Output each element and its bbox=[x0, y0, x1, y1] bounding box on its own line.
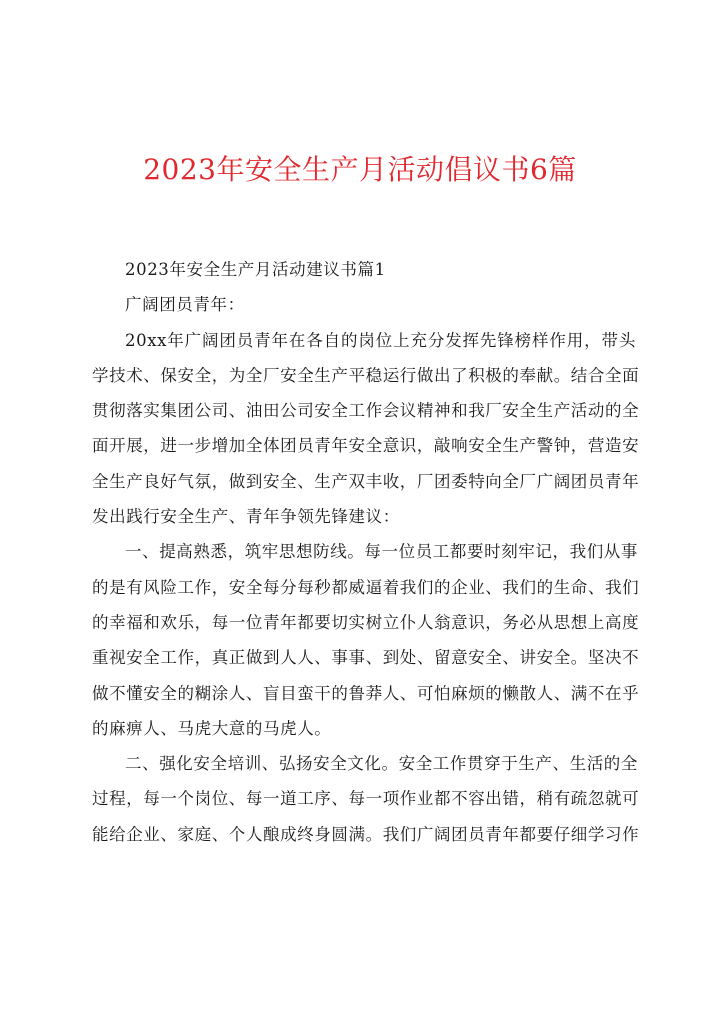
paragraph-line: 一、提高熟悉，筑牢思想防线。每一位员工都要时刻牢记，我们从事 bbox=[125, 542, 638, 562]
paragraph-line: 的麻痹人、马虎大意的马虎人。 bbox=[92, 718, 332, 738]
salutation: 广阔团员青年： bbox=[125, 295, 245, 315]
paragraph-line: 全生产良好气氛，做到安全、生产双丰收，厂团委特向全厂广阔团员青年 bbox=[92, 471, 640, 491]
document-body bbox=[92, 252, 640, 852]
paragraph-line: 面开展，进一步增加全体团员青年安全意识，敲响安全生产警钟，营造安 bbox=[92, 436, 640, 456]
paragraph-2 bbox=[92, 534, 640, 746]
paragraph-line: 做不懂安全的糊涂人、盲目蛮干的鲁莽人、可怕麻烦的懒散人、满不在乎 bbox=[92, 683, 640, 703]
paragraph-line: 能给企业、家庭、个人酿成终身圆满。我们广阔团员青年都要仔细学习作 bbox=[92, 824, 640, 844]
paragraph-line: 二、强化安全培训、弘扬安全文化。安全工作贯穿于生产、生活的全 bbox=[125, 754, 638, 774]
paragraph-1 bbox=[92, 323, 640, 535]
paragraph-line: 20xx年广阔团员青年在各自的岗位上充分发挥先锋榜样作用，带头 bbox=[125, 330, 636, 350]
paragraph-line: 过程，每一个岗位、每一道工序、每一项作业都不容出错，稍有疏忽就可 bbox=[92, 789, 640, 809]
paragraph-line: 的是有风险工作，安全每分每秒都威逼着我们的企业、我们的生命、我们 bbox=[92, 577, 640, 597]
paragraph-line: 重视安全工作，真正做到人人、事事、到处、留意安全、讲安全。坚决不 bbox=[92, 648, 640, 668]
paragraph-line: 的幸福和欢乐，每一位青年都要切实树立仆人翁意识，务必从思想上高度 bbox=[92, 612, 640, 632]
paragraph-line: 发出践行安全生产、青年争领先锋建议： bbox=[92, 507, 400, 527]
document-title: 2023年安全生产月活动倡议书6篇 bbox=[143, 153, 577, 186]
paragraph-3 bbox=[92, 746, 640, 852]
paragraph-line: 贯彻落实集团公司、油田公司安全工作会议精神和我厂安全生产活动的全 bbox=[92, 401, 640, 421]
subheading: 2023年安全生产月活动建议书篇1 bbox=[125, 260, 386, 279]
paragraph-line: 学技术、保安全，为全厂安全生产平稳运行做出了积极的奉献。结合全面 bbox=[92, 365, 640, 385]
